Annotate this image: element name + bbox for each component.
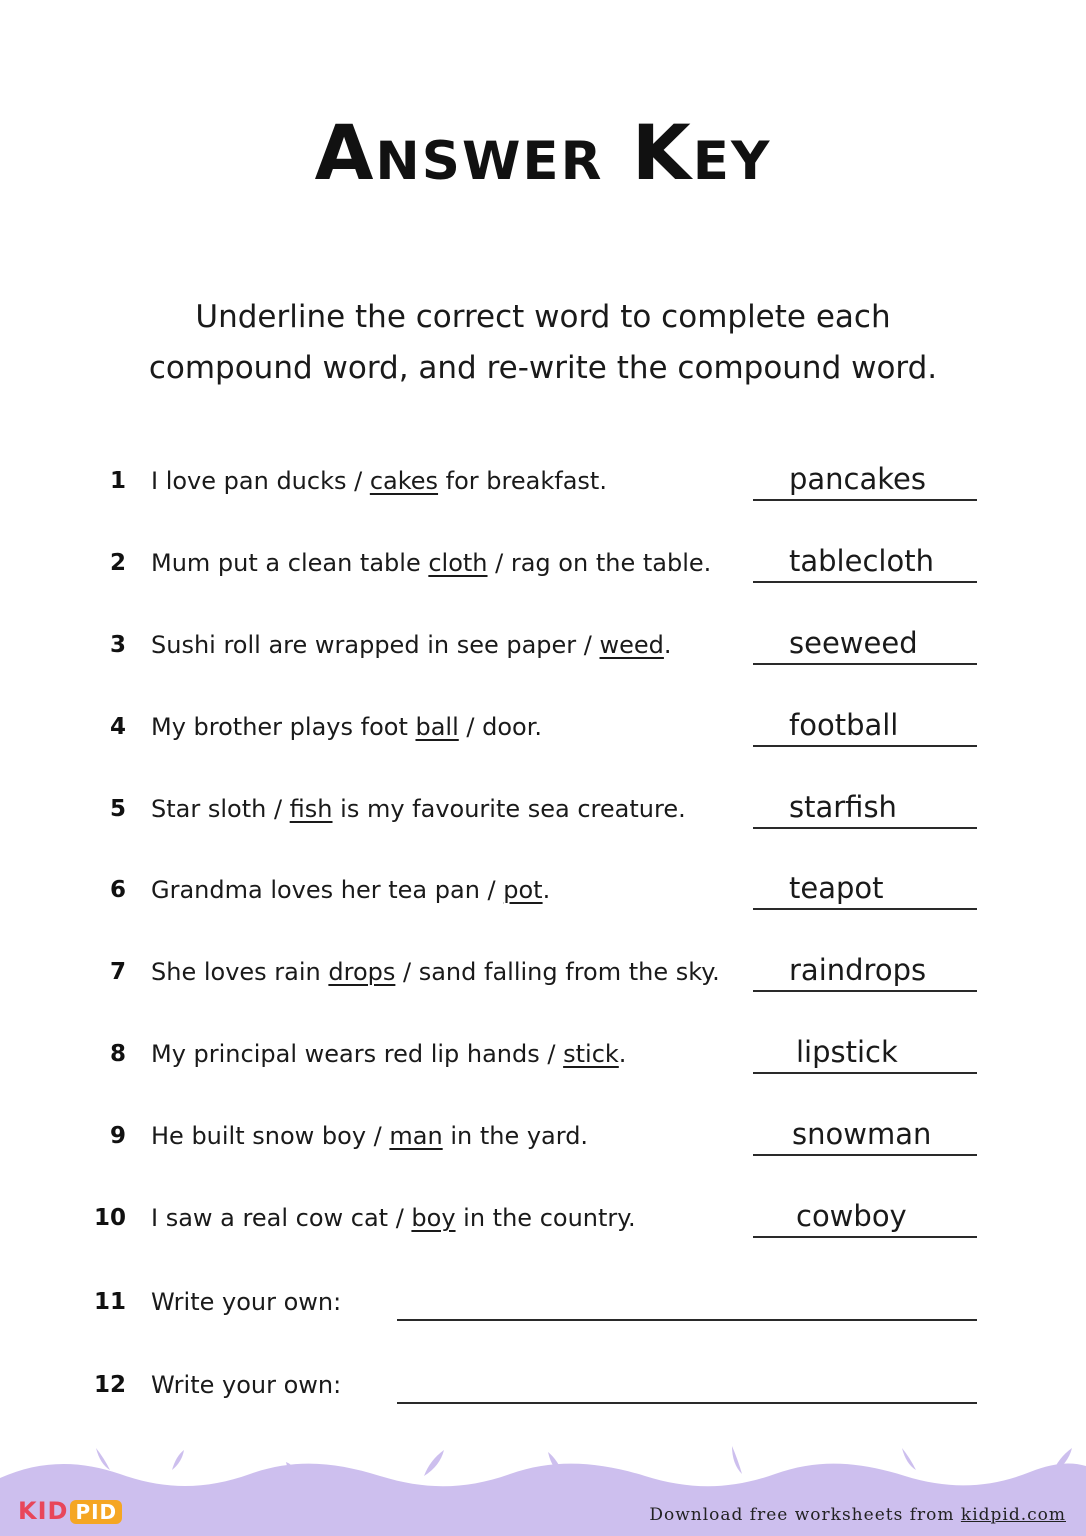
question-row-7 — [0, 950, 1086, 1000]
question-number: 7 — [109, 959, 126, 985]
splash-icon — [172, 1450, 184, 1470]
sentence-text: Star sloth / — [151, 795, 290, 823]
answer-text: seeweed — [789, 626, 918, 660]
question-number: 4 — [109, 714, 126, 740]
question-row-8 — [0, 1032, 1086, 1082]
question-row-3 — [0, 623, 1086, 673]
answer-line — [753, 908, 977, 910]
underlined-word: stick — [563, 1040, 619, 1068]
underlined-word: man — [389, 1122, 443, 1150]
question-sentence — [151, 623, 672, 667]
sentence-text: / rag on the table. — [487, 549, 712, 577]
question-sentence — [151, 541, 711, 585]
underlined-word: boy — [411, 1204, 456, 1232]
question-sentence — [151, 459, 607, 503]
own-row-12 — [0, 1363, 1086, 1413]
answer-line — [753, 1236, 977, 1238]
site-link[interactable]: kidpid.com — [960, 1505, 1066, 1525]
splash-icon — [902, 1448, 916, 1470]
splash-icon — [96, 1448, 110, 1470]
question-row-1 — [0, 459, 1086, 509]
question-row-2 — [0, 541, 1086, 591]
answer-line — [753, 990, 977, 992]
sentence-text: Mum put a clean table — [151, 549, 429, 577]
sentence-text: Sushi roll are wrapped in see paper / — [151, 631, 600, 659]
sentence-text: . — [618, 1040, 627, 1068]
question-number: 8 — [109, 1041, 126, 1067]
answer-text: lipstick — [796, 1035, 898, 1069]
own-label: Write your own: — [151, 1371, 342, 1399]
question-row-6 — [0, 868, 1086, 918]
question-number: 11 — [93, 1289, 126, 1315]
answer-text: starfish — [789, 790, 897, 824]
answer-line — [753, 1072, 977, 1074]
answer-text: cowboy — [796, 1199, 907, 1233]
question-sentence — [151, 705, 542, 749]
write-line[interactable] — [397, 1402, 977, 1404]
answer-line — [753, 663, 977, 665]
sentence-text: . — [542, 876, 551, 904]
logo-kid: KID — [18, 1497, 69, 1525]
question-number: 9 — [109, 1123, 126, 1149]
page-title: Answer Key — [314, 108, 772, 197]
kidpid-logo — [18, 1497, 122, 1525]
instructions — [100, 292, 986, 394]
question-number: 5 — [109, 796, 126, 822]
own-row-11 — [0, 1280, 1086, 1330]
sentence-text: in the yard. — [442, 1122, 589, 1150]
sentence-text: is my favourite sea creature. — [332, 795, 686, 823]
sentence-text: / door. — [458, 713, 543, 741]
question-sentence — [151, 950, 720, 994]
sentence-text: in the country. — [455, 1204, 636, 1232]
download-label: Download free worksheets from — [649, 1505, 961, 1525]
sentence-text: My principal wears red lip hands / — [151, 1040, 564, 1068]
underlined-word: cakes — [369, 467, 439, 495]
splash-icon — [424, 1450, 444, 1476]
sentence-text: I saw a real cow cat / — [151, 1204, 412, 1232]
sentence-text: I love pan ducks / — [151, 467, 370, 495]
answer-text: pancakes — [789, 462, 926, 496]
answer-line — [753, 1154, 977, 1156]
wave-shape — [0, 1464, 1086, 1536]
underlined-word: pot — [503, 876, 543, 904]
sentence-text: for breakfast. — [438, 467, 607, 495]
write-line[interactable] — [397, 1319, 977, 1321]
answer-line — [753, 827, 977, 829]
sentence-text: . — [663, 631, 672, 659]
underlined-word: fish — [289, 795, 333, 823]
question-number: 2 — [109, 550, 126, 576]
underlined-word: ball — [415, 713, 459, 741]
question-row-9 — [0, 1114, 1086, 1164]
question-sentence — [151, 868, 550, 912]
underlined-word: cloth — [428, 549, 488, 577]
question-sentence — [151, 787, 686, 831]
sentence-text: / sand falling from the sky. — [395, 958, 720, 986]
answer-text: tablecloth — [789, 544, 934, 578]
question-number: 12 — [93, 1372, 126, 1398]
answer-text: teapot — [789, 871, 884, 905]
underlined-word: weed — [599, 631, 664, 659]
question-row-4 — [0, 705, 1086, 755]
instructions-line-2: compound word, and re-write the compound word. — [148, 350, 938, 386]
question-number: 3 — [109, 632, 126, 658]
answer-text: raindrops — [789, 953, 927, 987]
answer-line — [753, 499, 977, 501]
logo-pid: PID — [70, 1500, 122, 1524]
sentence-text: My brother plays foot — [151, 713, 416, 741]
question-number: 1 — [109, 468, 126, 494]
instructions-line-1: Underline the correct word to complete each — [195, 299, 891, 335]
footer-download-text — [649, 1505, 1066, 1525]
own-label: Write your own: — [151, 1288, 342, 1316]
sentence-text: He built snow boy / — [151, 1122, 390, 1150]
sentence-text: Grandma loves her tea pan / — [151, 876, 504, 904]
answer-line — [753, 581, 977, 583]
answer-text: snowman — [792, 1117, 932, 1151]
question-number: 10 — [93, 1205, 126, 1231]
sentence-text: She loves rain — [151, 958, 329, 986]
question-row-5 — [0, 787, 1086, 837]
underlined-word: drops — [328, 958, 396, 986]
splash-icon — [732, 1446, 742, 1474]
answer-line — [753, 745, 977, 747]
question-sentence — [151, 1114, 588, 1158]
question-row-10 — [0, 1196, 1086, 1246]
question-sentence — [151, 1196, 636, 1240]
question-sentence — [151, 1032, 626, 1076]
answer-text: football — [789, 708, 899, 742]
question-number: 6 — [109, 877, 126, 903]
